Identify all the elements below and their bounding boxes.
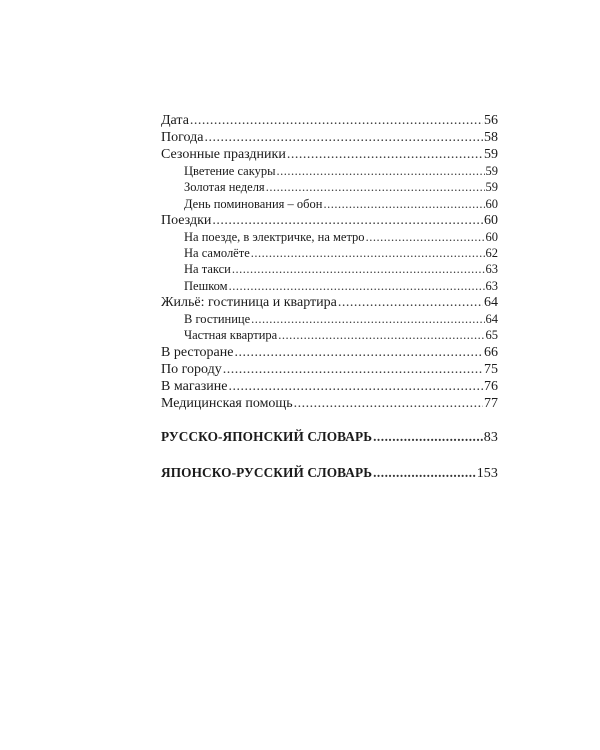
toc-page-number: 83 (483, 429, 498, 445)
toc-page-number: 62 (485, 246, 498, 261)
toc-entry-label: Цветение сакуры (184, 164, 276, 178)
toc-entry-label: В ресторане (161, 344, 234, 360)
dot-leader (251, 311, 484, 327)
toc-entry-label: РУССКО-ЯПОНСКИЙ СЛОВАРЬ (161, 428, 373, 444)
toc-entry-label: Частная квартира (184, 328, 278, 343)
toc-entry-label: На поезде, в электричке, на метро (184, 229, 365, 244)
toc-page-number: 60 (485, 196, 498, 211)
toc-entry-label: ЯПОНСКО-РУССКИЙ СЛОВАРЬ (161, 464, 373, 480)
toc-page-number: 65 (485, 328, 498, 343)
toc-entry-restaurant (161, 344, 498, 361)
toc-subentry-hotel (161, 311, 498, 327)
toc-entry-city (161, 361, 498, 378)
toc-entry-label: Золотая неделя (184, 180, 265, 195)
toc-entry-russian-japanese-dictionary (161, 427, 498, 446)
dot-leader (373, 463, 476, 482)
toc-entry-label: На такси (184, 262, 231, 277)
dot-leader (251, 245, 485, 261)
dot-leader (204, 129, 483, 146)
table-of-contents (161, 112, 498, 482)
toc-page-number: 60 (484, 212, 498, 228)
toc-page-number: 153 (476, 465, 498, 481)
toc-subentry-obon (161, 196, 498, 212)
section-spacer (161, 412, 498, 427)
toc-entry-medical-help (161, 395, 498, 412)
toc-page-number: 64 (484, 295, 498, 311)
dot-leader (373, 427, 483, 446)
toc-subentry-train (161, 229, 498, 245)
dot-leader (287, 146, 483, 163)
toc-entry-japanese-russian-dictionary (161, 463, 498, 482)
dot-leader (366, 229, 485, 245)
toc-entry-label: Погода (161, 130, 204, 145)
toc-entry-label: Медицинская помощь (161, 395, 293, 411)
dot-leader (278, 327, 484, 343)
toc-entry-label: Сезонные праздники (161, 147, 286, 162)
dot-leader (212, 212, 483, 229)
toc-page-number: 66 (484, 344, 498, 360)
toc-entry-label: На самолёте (184, 246, 250, 261)
dot-leader (229, 378, 484, 395)
toc-page-number: 76 (484, 378, 498, 394)
toc-subentry-golden-week (161, 179, 498, 195)
toc-entry-label: Дата (161, 113, 189, 128)
toc-page-number: 64 (485, 312, 498, 327)
toc-entry-label: По городу (161, 361, 222, 377)
dot-leader (232, 261, 485, 277)
dot-leader (323, 196, 484, 212)
toc-page-number: 59 (484, 147, 498, 162)
toc-entry-shop (161, 378, 498, 395)
toc-entry-weather (161, 129, 498, 146)
toc-entry-label: Пешком (184, 278, 228, 293)
toc-subentry-taxi (161, 261, 498, 277)
dot-leader (294, 395, 483, 412)
toc-entry-label: Жильё: гостиница и квартира (161, 295, 337, 311)
toc-subentry-plane (161, 245, 498, 261)
toc-page-number: 56 (484, 113, 498, 128)
toc-page-number: 60 (485, 229, 498, 244)
toc-entry-seasonal-holidays (161, 146, 498, 163)
toc-entry-date (161, 112, 498, 129)
toc-entry-label: Поездки (161, 212, 212, 228)
toc-page-number: 63 (485, 278, 498, 293)
dot-leader (277, 163, 485, 179)
toc-page-number: 59 (485, 164, 498, 178)
dot-leader (223, 361, 483, 378)
toc-entry-trips (161, 212, 498, 229)
dot-leader (234, 344, 483, 361)
section-spacer (161, 446, 498, 463)
toc-entry-label: В магазине (161, 378, 228, 394)
dot-leader (338, 294, 483, 311)
toc-subentry-walking (161, 278, 498, 294)
toc-page-number: 58 (484, 130, 498, 145)
toc-entry-label: День поминования – обон (184, 196, 323, 211)
toc-page-number: 59 (485, 180, 498, 195)
toc-subentry-sakura (161, 163, 498, 179)
toc-page-number: 75 (484, 361, 498, 377)
toc-entry-housing (161, 294, 498, 311)
toc-subentry-private-apartment (161, 327, 498, 343)
toc-entry-label: В гостинице (184, 312, 251, 327)
toc-page-number: 63 (485, 262, 498, 277)
dot-leader (266, 179, 485, 195)
toc-page-number: 77 (484, 395, 498, 411)
dot-leader (190, 112, 483, 129)
dot-leader (229, 278, 485, 294)
